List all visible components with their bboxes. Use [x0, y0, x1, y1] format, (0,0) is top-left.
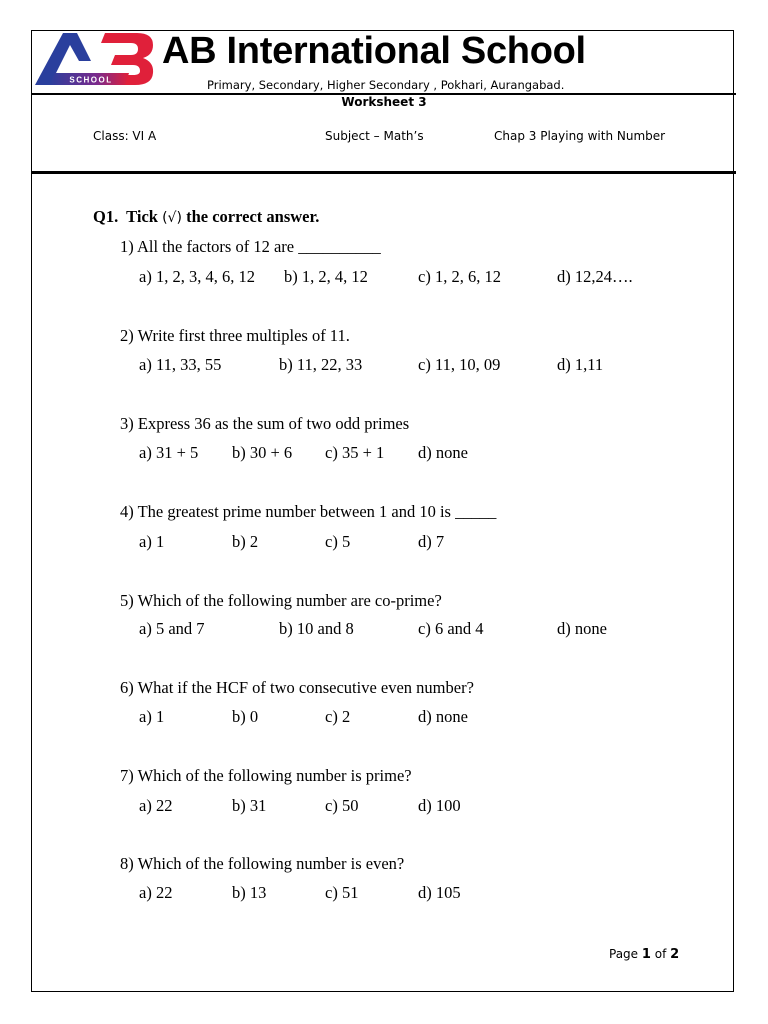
option-b[interactable]: b) 2 [232, 532, 259, 551]
page-current: 1 [641, 947, 651, 962]
subject-label: Subject – Math’s [325, 129, 424, 143]
page-word: Page [609, 947, 639, 961]
tick-symbol: (√) [162, 210, 182, 226]
option-b[interactable]: b) 13 [232, 883, 267, 902]
option-a[interactable]: a) 31 + 5 [139, 443, 199, 462]
question-5: 5) Which of the following number are co-prime? [120, 591, 442, 610]
section-number: Q1. [93, 207, 119, 226]
option-d[interactable]: d) 1,11 [557, 355, 604, 374]
question-7: 7) Which of the following number is prime? [120, 766, 412, 785]
option-c[interactable]: c) 6 and 4 [418, 619, 484, 638]
option-c[interactable]: c) 51 [325, 883, 359, 902]
header-bottom-divider [31, 171, 736, 174]
option-a[interactable]: a) 22 [139, 883, 173, 902]
option-d[interactable]: d) 100 [418, 796, 461, 815]
option-c[interactable]: c) 5 [325, 532, 351, 551]
option-a[interactable]: a) 1 [139, 707, 165, 726]
option-c[interactable]: c) 11, 10, 09 [418, 355, 501, 374]
option-d[interactable]: d) none [557, 619, 607, 638]
section-title-post: the correct answer. [186, 207, 320, 226]
option-d[interactable]: d) none [418, 443, 468, 462]
question-1: 1) All the factors of 12 are __________ [120, 237, 381, 256]
option-a[interactable]: a) 5 and 7 [139, 619, 205, 638]
section-title-pre: Tick [126, 207, 158, 226]
option-b[interactable]: b) 10 and 8 [279, 619, 354, 638]
option-c[interactable]: c) 35 + 1 [325, 443, 385, 462]
option-d[interactable]: d) none [418, 707, 468, 726]
school-name: AB International School [162, 30, 586, 72]
school-logo [33, 31, 155, 87]
option-a[interactable]: a) 22 [139, 796, 173, 815]
option-a[interactable]: a) 11, 33, 55 [139, 355, 222, 374]
option-c[interactable]: c) 50 [325, 796, 359, 815]
worksheet-title: Worksheet 3 [341, 95, 427, 109]
question-3: 3) Express 36 as the sum of two odd primes [120, 414, 410, 433]
option-b[interactable]: b) 1, 2, 4, 12 [284, 267, 368, 286]
option-d[interactable]: d) 105 [418, 883, 461, 902]
section-heading [93, 207, 319, 227]
of-word: of [654, 947, 667, 961]
logo-text: SCHOOL [69, 75, 113, 85]
option-b[interactable]: b) 11, 22, 33 [279, 355, 363, 374]
option-b[interactable]: b) 31 [232, 796, 267, 815]
chapter-label: Chap 3 Playing with Number [494, 129, 666, 143]
option-d[interactable]: d) 7 [418, 532, 445, 551]
option-d[interactable]: d) 12,24…. [557, 267, 633, 286]
class-label: Class: VI A [93, 129, 157, 143]
question-8: 8) Which of the following number is even? [120, 854, 405, 873]
option-b[interactable]: b) 30 + 6 [232, 443, 293, 462]
question-6: 6) What if the HCF of two consecutive even number? [120, 678, 474, 697]
option-a[interactable]: a) 1 [139, 532, 165, 551]
option-b[interactable]: b) 0 [232, 707, 259, 726]
question-2: 2) Write first three multiples of 11. [120, 326, 350, 345]
question-4: 4) The greatest prime number between 1 and 10 is _____ [120, 502, 497, 521]
option-a[interactable]: a) 1, 2, 3, 4, 6, 12 [139, 267, 255, 286]
school-address: Primary, Secondary, Higher Secondary , Pokhari, Aurangabad. [207, 78, 565, 92]
option-c[interactable]: c) 1, 2, 6, 12 [418, 267, 501, 286]
option-c[interactable]: c) 2 [325, 707, 351, 726]
page-number [609, 947, 679, 962]
page-total: 2 [670, 947, 680, 962]
